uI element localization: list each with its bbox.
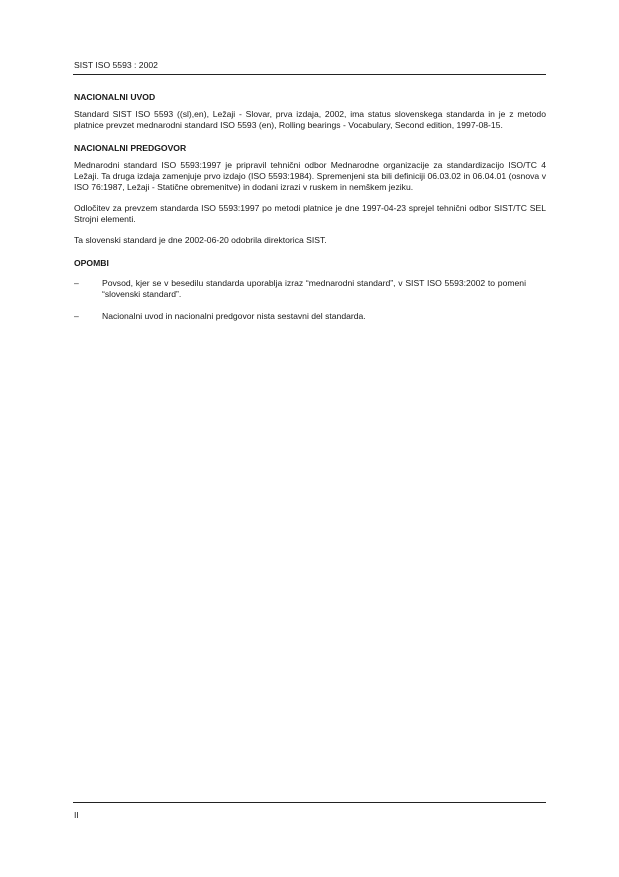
- section-heading-predgovor: NACIONALNI PREDGOVOR: [74, 143, 187, 153]
- uvod-paragraph: Standard SIST ISO 5593 ((sl),en), Ležaji - Slovar, prva izdaja, 2002, ima status slovenskega standarda in je z metodo platnice prevzet mednarodni standard ISO 5593 (en), Rolling bearings - Vocabulary, Second edition, 1997-08-15.: [74, 109, 546, 130]
- predgovor-paragraph-3: Ta slovenski standard je dne 2002-06-20 odobrila direktorica SIST.: [74, 235, 327, 245]
- list-item-text: Nacionalni uvod in nacionalni predgovor nista sestavni del standarda.: [102, 311, 366, 321]
- list-item: [74, 311, 546, 322]
- section-heading-opombi: OPOMBI: [74, 258, 109, 268]
- list-dash: –: [74, 311, 79, 321]
- header-divider: [73, 74, 546, 75]
- document-body: [74, 92, 546, 333]
- page-header: SIST ISO 5593 : 2002: [74, 60, 158, 70]
- section-heading-uvod: NACIONALNI UVOD: [74, 92, 156, 102]
- predgovor-paragraph-1: Mednarodni standard ISO 5593:1997 je pripravil tehnični odbor Mednarodne organizacije za standardizacijo ISO/TC 4 Ležaji. Ta druga izdaja zamenjuje prvo izdajo (ISO 5593:1984). Spremenjeni sta bili definiciji 06.03.02 in 06.04.01 (osnova v ISO 76:1987, Ležaji - Statične obremenitve) in dodani izrazi v ruskem in nemškem jeziku.: [74, 160, 546, 192]
- list-item-text: Povsod, kjer se v besedilu standarda uporablja izraz “mednarodni standard”, v SIST ISO 5593:2002 to pomeni “slovenski standard”.: [102, 278, 526, 299]
- predgovor-paragraph-2: Odločitev za prevzem standarda ISO 5593:1997 po metodi platnice je dne 1997-04-23 sprejel tehnični odbor SIST/TC SEL Strojni elementi.: [74, 203, 546, 224]
- page-number: II: [74, 810, 79, 820]
- footer-divider: [73, 802, 546, 803]
- list-dash: –: [74, 278, 79, 288]
- list-item: [74, 278, 546, 300]
